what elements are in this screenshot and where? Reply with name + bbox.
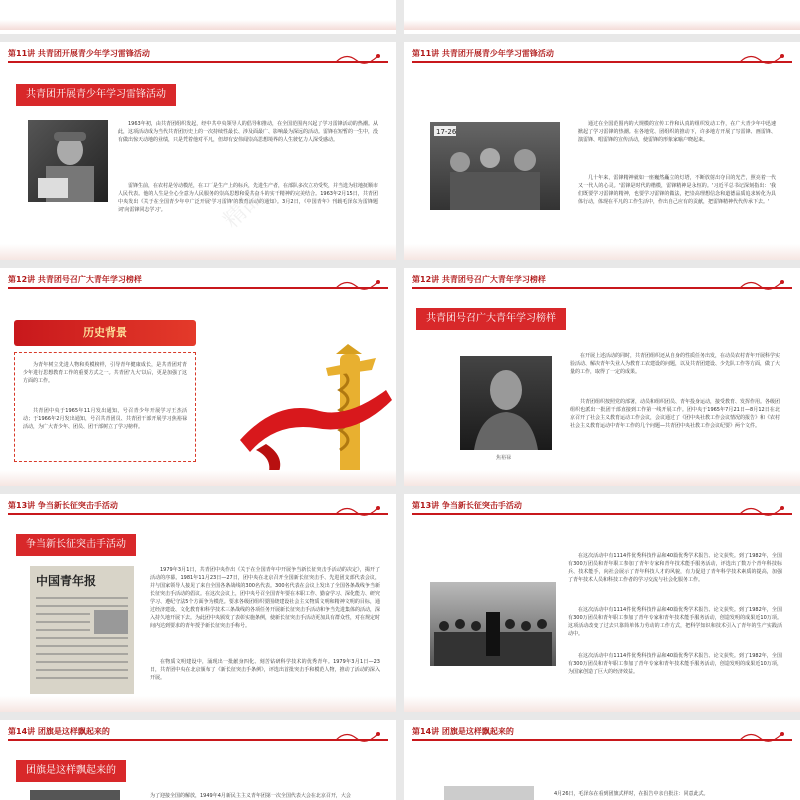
body-paragraph-1: 4月26日，毛泽东在看到团旗式样时，在报告中亲自批注：同意此式。	[554, 791, 709, 797]
crowd-icon	[430, 122, 560, 210]
header-divider	[8, 61, 388, 63]
slide-header-title: 第14讲 团旗是这样飘起来的	[412, 727, 514, 736]
body-paragraph-2: 共青团组织按照党的部署，动员和组织团员、青年投身运动，接受教育、发挥作用。各级团组织也派出一批团干部直接到工作第一线开展工作。团中央于1965年7月21日—8月12日在北京召开了社会主义教育运动工作会议，会议通过了《团中央社教工作会议情况的报告》和《农村社会主义教育运动中青年工作的几个问题—共青团中央社教工作会议纪要》两个文件。	[570, 399, 780, 429]
slide-bottom-fade	[404, 470, 800, 486]
slide-header	[404, 42, 800, 64]
header-divider	[8, 739, 388, 741]
slide-top-right-partial[interactable]	[404, 0, 800, 34]
photo-partial	[444, 786, 534, 800]
section-banner: 共青团开展青少年学习雷锋活动	[16, 84, 176, 106]
photo-crowd-learning	[430, 122, 560, 210]
slide-header-title: 第11讲 共青团开展青少年学习雷锋活动	[8, 49, 150, 58]
slide-header	[404, 720, 800, 742]
slide-header-title: 第14讲 团旗是这样飘起来的	[8, 727, 110, 736]
slide-11-right[interactable]	[404, 42, 800, 260]
ornament-icon	[738, 52, 788, 64]
newspaper-masthead: 中国青年报	[36, 574, 97, 588]
ornament-icon	[334, 278, 384, 290]
portrait-icon	[460, 356, 552, 450]
slide-top-left-partial[interactable]	[0, 0, 396, 34]
photo-sign-text: 17-26	[436, 128, 457, 136]
header-divider	[412, 739, 792, 741]
photo-newspaper	[30, 566, 134, 694]
slide-header	[404, 494, 800, 516]
ornament-icon	[738, 278, 788, 290]
soldier-icon	[28, 120, 108, 202]
body-paragraph-1: 1963年初，由共青团组织发起，经中共中央领导人的倡导和推动，在全国范围内兴起了学习雷锋活动的热潮。从此，这项活动成为当代共青团历史上的一次持续性最长、涉及面最广、影响最为深远的活动。雷锋在短暂的一生中，没有做出惊天动地的业绩，只是凭着他对平凡，但却有安伟闻崇高思想境界的人生彼忆力人深受感动。	[118, 121, 378, 143]
body-paragraph-1: 为青年树立先进人物和英模榜样，引导青年健康成长，是共青团对青少年进行思想教育工作的重要方式之一。共青团'九大'以后，更是加强了这方面的工作。	[23, 362, 187, 384]
slide-13-left[interactable]	[0, 494, 396, 712]
photo-jiao-yulu	[460, 356, 552, 450]
photo-group-banner	[430, 582, 556, 666]
section-banner: 争当新长征突击手活动	[16, 534, 136, 556]
slide-bottom-fade	[0, 20, 396, 30]
body-paragraph-2: 在这次活动中有1114件优秀科技作品和40篇优秀学术报告、论文获奖。到了1982年，全国有300万团员和青年职工参加了青年专家和青年技术能手服务活动，创造发明的成果近10万项。这项活动改变了过去只靠简单体力劳动的工作方式，把科学知识和技术引入了青年的生产实践活动中。	[568, 607, 782, 637]
slide-bottom-fade	[404, 20, 800, 30]
photo-lei-feng-reading	[28, 120, 108, 202]
slide-bottom-fade	[0, 244, 396, 260]
body-paragraph-2: 在物质文明建设中，涌现出一批献身四化、刻苦钻研科学技术的优秀青年。1979年3月1日—23日，共青团中央在北京颁布了《新长征突击手条例》，评选出首批突击手和模范人物，推动了活动的深入开展。	[150, 659, 380, 681]
slide-12-left[interactable]	[0, 268, 396, 486]
ornament-icon	[738, 730, 788, 742]
slide-11-left[interactable]	[0, 42, 396, 260]
header-divider	[412, 61, 792, 63]
group-photo-icon	[430, 582, 556, 666]
body-paragraph-1: 为了迎接全国的解放，1949年4月新民主主义青年团第一次全国代表大会在北京召开，大会	[150, 793, 351, 799]
ornament-icon	[738, 504, 788, 516]
photo-caption: 焦裕禄	[496, 455, 512, 461]
body-paragraph-1: 通过在全国范围内的大规模的宣传工作和认真的组织发动工作，在广大青少年中迅速掀起了学习雷锋的热潮。在各地党、团组织的推动下，许多地方开展了写雷锋、画雷锋、演雷锋、唱雷锋的宣传活动，使雷锋的形象家喻户晓起来。	[578, 121, 776, 143]
body-paragraph-1: 1979年3月1日，共青团中央作出《关于在全国青年中开展争当新长征突击手活动的决定》，揭开了活动的序幕。1981年11月23日—27日，团中央在北京召开全国新长征突击手、先进团支部代表会议，并与国家领导人接见了来自全国各条战线的300名代表。300名代表在会议上发出了全国各条战线争当新长征突击手活动的倡议。在这次会议上，团中央号召全国青年要在本职工作、勤奋学习、深化能力、研究学习、遵纪守法5个方面争为模范。要求各级团组织要围绕建设社会主义物质文明和精神文明的目标，通过经济建设、文化教育和科学技术三条战线的各项任务开展新长征突击手活动和争当先进集体的活动，深入持久地开展下去。为此团中央颁发了表彰实施条例，使新长征突击手活动更加具有群众性，对在规定时间内达到要求的青年授予新长征突击手称号。	[150, 567, 380, 629]
body-paragraph-2: 共青团中央于1965年11月发出通知，号召青少年开展学习王杰活动；于1966年2月发出通知，号召共青团员、共青团干部开展学习焦裕禄活动，为广大青少年、团员、团干部树立了学习榜样。	[23, 408, 187, 430]
photo-partial	[30, 790, 120, 800]
slide-14-right[interactable]	[404, 720, 800, 800]
header-divider	[8, 513, 388, 515]
body-paragraph-2: 雷锋生前，在农村是劳动模范，在工厂是生产上的标兵，先进生产者，在部队多次立功受奖，并当选为驻地抚顺市人民代表。他的人生是全心全意为人民服务的崇高思想和爱共奋斗的实干精神的完美结合。1963年2月15日，共青团中央发出《关于在全国青少年中广泛开展'学习雷锋'的教育活动的通知》。3月2日，《中国青年》刊载毛泽东为雷锋题词'向雷锋同志学习'。	[118, 183, 378, 213]
body-paragraph-1: 在这次活动中有1114件优秀科技作品和40篇优秀学术报告、论文获奖。到了1982年，全国有300万团员和青年职工参加了青年专家和青年技术能手服务活动，评选出了数万个青年科技标兵、技术能手，向社会展示了青年科技人才的风貌，有力促进了青年科学技术素质的提高，加强了青年技术人员和科技工作者的学习交流与社会化服务工作。	[568, 553, 782, 583]
ornament-icon	[334, 52, 384, 64]
slide-14-left[interactable]	[0, 720, 396, 800]
slide-header	[0, 268, 396, 290]
slide-header-title: 第13讲 争当新长征突击手活动	[8, 501, 118, 510]
slide-bottom-fade	[0, 696, 396, 712]
slide-header-title: 第11讲 共青团开展青少年学习雷锋活动	[412, 49, 554, 58]
section-banner: 共青团号召广大青年学习榜样	[416, 308, 566, 330]
watermark: 精品	[219, 184, 268, 234]
slide-header	[0, 720, 396, 742]
slide-header	[0, 42, 396, 64]
slide-header	[0, 494, 396, 516]
history-text-box	[14, 352, 196, 462]
slide-bottom-fade	[0, 470, 396, 486]
slide-12-right[interactable]	[404, 268, 800, 486]
slide-header-title: 第12讲 共青团号召广大青年学习榜样	[8, 275, 142, 284]
header-divider	[412, 513, 792, 515]
header-divider	[8, 287, 388, 289]
slide-header-title: 第13讲 争当新长征突击手活动	[412, 501, 522, 510]
newspaper-columns-icon	[30, 592, 134, 694]
slide-header	[404, 268, 800, 290]
slide-bottom-fade	[404, 696, 800, 712]
body-paragraph-1: 在开展上述活动的同时，共青团组织还从自身的性质任务出发，在动员农村青年开展科学实验活动、解决青年失业人为教育工农建设的问题，以及共青团建设、少先队工作等方面，做了大量的工作，取得了一定的成果。	[570, 353, 780, 375]
ornament-icon	[334, 730, 384, 742]
huabiao-ribbon-illustration	[236, 340, 396, 486]
slide-header-title: 第12讲 共青团号召广大青年学习榜样	[412, 275, 546, 284]
ornament-icon	[334, 504, 384, 516]
body-paragraph-2: 几十年来，雷锋精神就如一座巍然矗立的灯塔，不断放射出夺目的光芒，照亮着一代又一代人的心灵。'雷锋是时代的楷模，雷锋精神是永恒的。'习近平总书记深刻指出：'我们既要学习雷锋的精神，也要学习雷锋的做法，把崇高理想信念和道德品质追求转化为具体行动，体现在平凡的工作生活中，作出自己应有的贡献，把雷锋精神代代传承下去。'	[578, 175, 776, 205]
slide-13-right[interactable]	[404, 494, 800, 712]
header-divider	[412, 287, 792, 289]
body-paragraph-3: 在这次活动中有1114件优秀科技作品和40篇优秀学术报告、论文获奖。到了1982年，全国有300万团员和青年职工参加了青年专家和青年技术能手服务活动，创造发明的成果近10万项，为国家创造了巨大的经济效益。	[568, 653, 782, 675]
section-banner: 团旗是这样飘起来的	[16, 760, 126, 782]
history-background-title: 历史背景	[14, 320, 196, 346]
slide-bottom-fade	[404, 244, 800, 260]
